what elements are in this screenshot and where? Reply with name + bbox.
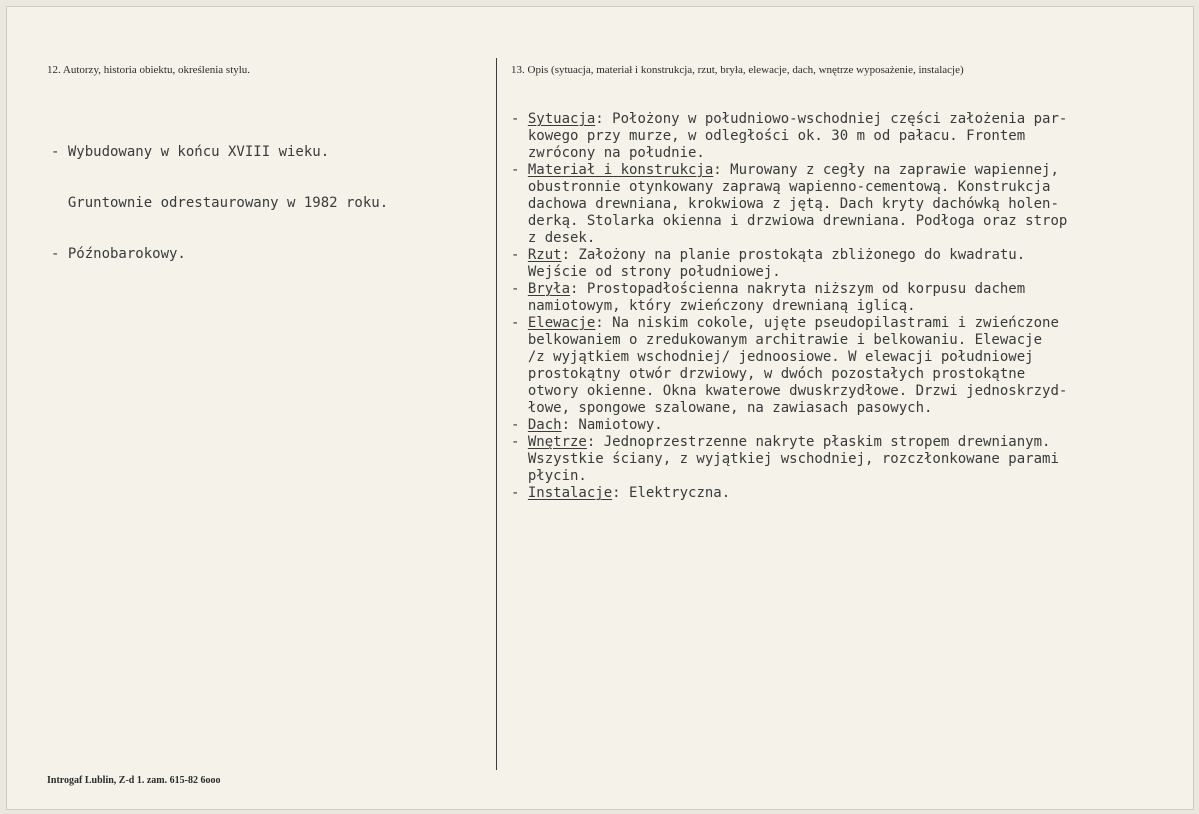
section-line: łowe, spongowe szalowane, na zawiasach pasowych.: [511, 400, 933, 416]
section-13-header: 13. Opis (sytuacja, materiał i konstrukcja, rzut, bryła, elewacje, dach, wnętrze wyposażenie, instalacje): [511, 64, 964, 76]
column-divider: [496, 58, 497, 770]
text-line: - Wybudowany w końcu XVIII wieku.: [51, 144, 330, 160]
bullet-dash: -: [511, 485, 528, 501]
section-line: kowego przy murze, w odległości ok. 30 m od pałacu. Frontem: [511, 128, 1026, 144]
section-line-first: [511, 247, 1067, 264]
section-label: Instalacje: [527, 485, 613, 501]
section-12-header: 12. Autorzy, historia obiektu, określenia stylu.: [47, 64, 251, 76]
bullet-dash: -: [511, 434, 528, 450]
section-line: prostokątny otwór drzwiowy, w dwóch pozostałych prostokątne: [511, 366, 1026, 382]
section-line: Wszystkie ściany, z wyjątkiej wschodniej, rozczłonkowane parami: [511, 451, 1059, 467]
section-line: z desek.: [511, 230, 596, 246]
section-line-first: [511, 417, 1067, 434]
section-text: : Jednoprzestrzenne nakryte płaskim stropem drewnianym.: [586, 434, 1051, 450]
section-text: : Elektryczna.: [612, 485, 731, 501]
section-line-first: [511, 315, 1067, 332]
section-line-first: [511, 281, 1067, 298]
text-line: - Późnobarokowy.: [51, 246, 186, 262]
section-line: Wejście od strony południowej.: [511, 264, 781, 280]
section-text: : Namiotowy.: [561, 417, 663, 433]
bullet-dash: -: [511, 315, 528, 331]
section-label: Materiał i konstrukcja: [527, 162, 714, 178]
bullet-dash: -: [511, 111, 528, 127]
section-line-first: [511, 485, 1067, 502]
section-line: zwrócony na południe.: [511, 145, 705, 161]
section-line: otwory okienne. Okna kwaterowe dwuskrzydłowe. Drzwi jednoskrzyd-: [511, 383, 1068, 399]
section-line: /z wyjątkiem wschodniej/ jednoosiowe. W elewacji południowej: [511, 349, 1034, 365]
section-label: Dach: [527, 417, 562, 433]
section-line: namiotowym, który zwieńczony drewnianą iglicą.: [511, 298, 916, 314]
bullet-dash: -: [511, 281, 528, 297]
section-line: dachowa drewniana, krokwiowa z jętą. Dach kryty dachówką holen-: [511, 196, 1059, 212]
bullet-dash: -: [511, 417, 528, 433]
bullet-dash: -: [511, 162, 528, 178]
section-line: obustronnie otynkowany zaprawą wapienno-cementową. Konstrukcja: [511, 179, 1051, 195]
section-line-first: [511, 434, 1067, 451]
section-label: Elewacje: [527, 315, 596, 331]
section-label: Wnętrze: [527, 434, 587, 450]
section-text: : Na niskim cokole, ujęte pseudopilastrami i zwieńczone: [595, 315, 1059, 331]
text-line: Gruntownie odrestaurowany w 1982 roku.: [51, 195, 389, 211]
section-line-first: [511, 111, 1067, 128]
section-line: belkowaniem o zredukowanym architrawie i belkowaniu. Elewacje: [511, 332, 1043, 348]
section-label: Bryła: [527, 281, 571, 297]
section-line: derką. Stolarka okienna i drzwiowa drewniana. Podłoga oraz strop: [511, 213, 1068, 229]
section-line-first: [511, 162, 1067, 179]
section-13-text: [511, 111, 1067, 502]
section-12-text: [51, 110, 388, 280]
section-text: : Położony w południowo-wschodniej części założenia par-: [595, 111, 1068, 127]
section-text: : Prostopadłościenna nakryta niższym od korpusu dachem: [570, 281, 1026, 297]
printer-imprint: Introgaf Lublin, Z-d 1. zam. 615-82 6ooo: [47, 775, 221, 786]
section-line: płycin.: [511, 468, 587, 484]
section-label: Rzut: [527, 247, 562, 263]
section-text: : Murowany z cegły na zaprawie wapiennej,: [713, 162, 1059, 178]
section-text: : Założony na planie prostokąta zbliżonego do kwadratu.: [561, 247, 1026, 263]
bullet-dash: -: [511, 247, 528, 263]
section-label: Sytuacja: [527, 111, 596, 127]
